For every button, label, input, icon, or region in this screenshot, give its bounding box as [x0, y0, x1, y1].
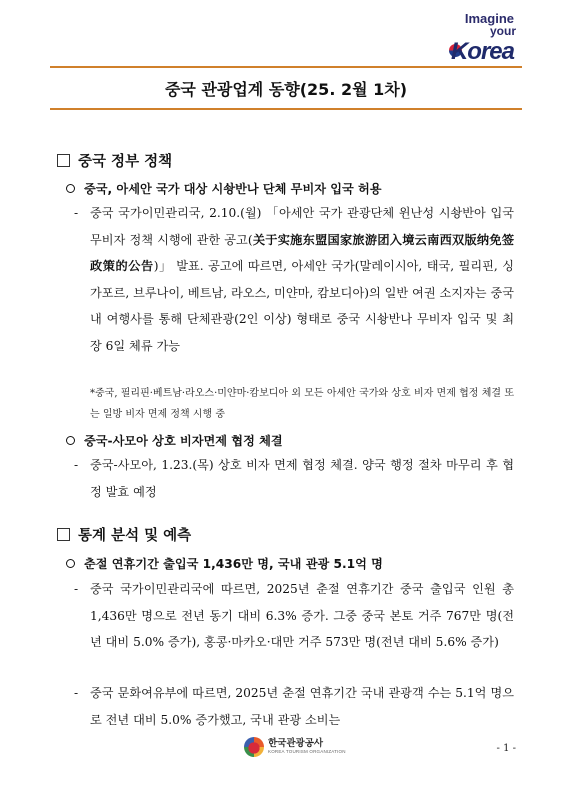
logo-word: Korea: [450, 38, 514, 65]
dash-bullet: -: [74, 458, 79, 472]
page-title: 중국 관광업계 동향(25. 2월 1차): [164, 79, 408, 99]
paragraph-samoa: [74, 452, 514, 505]
subheading-text: 중국, 아세안 국가 대상 시솽반나 단체 무비자 입국 허용: [84, 182, 382, 196]
section-heading-stats: [57, 524, 191, 545]
logo-wordmark: [436, 39, 514, 63]
kto-logo: [244, 737, 346, 757]
page-number: - 1 -: [496, 743, 516, 754]
para-pre: 중국 국가이민관리국, 2.10.(월) 「아세안 국가 관광단체 윈난성 시솽반아 입국 무비자 정책 시행에 관한 공고(: [90, 206, 514, 247]
subheading-text: 중국-사모아 상호 비자면제 협정 체결: [84, 434, 283, 448]
title-bar: [50, 66, 522, 110]
paragraph-text: 중국 국가이민관리국에 따르면, 2025년 춘절 연휴기간 중국 출입국 인원 총 1,436만 명으로 전년 동기 대비 6.3% 증가. 그중 중국 본토 거주 767만 명(전년 대비 5.0% 증가), 홍콩·마카오·대만 거주 573만 명(전년 대비 5.6% 증가): [90, 582, 514, 649]
paragraph-asean-visa: [74, 200, 514, 359]
square-bullet-icon: [57, 154, 70, 167]
logo-line2: your: [489, 24, 516, 38]
paragraph-text: [90, 200, 514, 359]
dash-bullet: -: [74, 686, 79, 700]
dash-bullet: -: [74, 582, 79, 596]
section-heading-text: 중국 정부 정책: [78, 154, 173, 170]
footnote-asean: *중국, 필리핀·베트남·라오스·미얀마·캄보디아 외 모든 아세안 국가와 상호 비자 면제 협정 체결 또는 일방 비자 면제 정책 시행 중: [90, 388, 514, 420]
subheading-asean-visa: [66, 180, 382, 197]
paragraph-immigration: [74, 576, 514, 656]
imagine-your-korea-logo: [436, 12, 514, 63]
kto-name-en: KOREA TOURISM ORGANIZATION: [268, 749, 346, 754]
subheading-spring-festival: [66, 555, 383, 572]
para-post: )」 발표. 공고에 따르면, 아세안 국가(말레이시아, 태국, 필리핀, 싱가포르, 브루나이, 베트남, 라오스, 미얀마, 캄보디아)의 일반 여권 소지자는 중국 내 여행사를 통해 단체관광(2인 이상) 형태로 중국 시솽반나 무비자 입국 및 최장 6일 체류 가능: [90, 259, 514, 353]
logo-line1: Imagine: [464, 11, 514, 26]
circle-bullet-icon: [66, 184, 75, 193]
section-heading-policy: [57, 150, 172, 171]
kto-emblem-icon: [244, 737, 264, 757]
paragraph-text: 중국-사모아, 1.23.(목) 상호 비자 면제 협정 체결. 양국 행정 절차 마무리 후 협정 발효 예정: [90, 458, 514, 499]
square-bullet-icon: [57, 528, 70, 541]
section-heading-text: 통계 분석 및 예측: [78, 528, 192, 544]
circle-bullet-icon: [66, 559, 75, 568]
para-chinese-title: 关于实施东盟国家旅游团入境云南西双版纳免签政策的公告: [90, 232, 515, 273]
subheading-text: 춘절 연휴기간 출입국 1,436만 명, 국내 관광 5.1억 명: [84, 557, 383, 571]
paragraph-text: 중국 문화여유부에 따르면, 2025년 춘절 연휴기간 국내 관광객 수는 5.1억 명으로 전년 대비 5.0% 증가했고, 국내 관광 소비는: [90, 686, 514, 727]
kto-name-ko: 한국관광공사: [268, 738, 324, 749]
subheading-samoa: [66, 432, 283, 449]
paragraph-domestic-tourism: [74, 680, 514, 733]
circle-bullet-icon: [66, 436, 75, 445]
dash-bullet: -: [74, 206, 79, 220]
